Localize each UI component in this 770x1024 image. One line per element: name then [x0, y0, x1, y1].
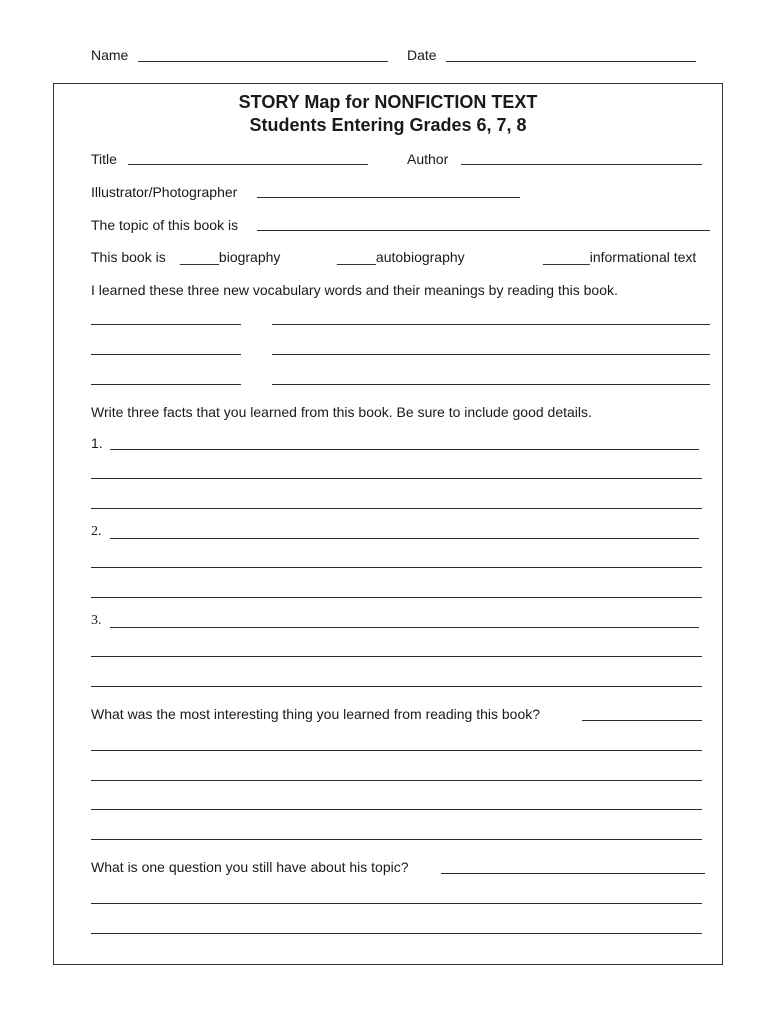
name-field[interactable] [138, 61, 388, 62]
title-field[interactable] [128, 164, 368, 165]
illustrator-field[interactable] [257, 197, 520, 198]
fact-line[interactable] [110, 538, 699, 539]
fact-number: 1. [91, 435, 103, 451]
option-biography[interactable]: _____biography [180, 249, 281, 265]
question-prompt: What is one question you still have about his topic? [91, 859, 409, 875]
illustrator-label: Illustrator/Photographer [91, 184, 238, 200]
fact-line[interactable] [91, 656, 702, 657]
vocab-meaning-field[interactable] [272, 324, 710, 325]
vocab-word-field[interactable] [91, 384, 241, 385]
topic-label: The topic of this book is [91, 217, 239, 233]
interesting-prompt: What was the most interesting thing you learned from reading this book? [91, 706, 541, 722]
interesting-line[interactable] [91, 780, 702, 781]
option-autobiography[interactable]: _____autobiography [337, 249, 465, 265]
form-title: STORY Map for NONFICTION TEXT [238, 92, 538, 112]
interesting-line[interactable] [91, 839, 702, 840]
question-line[interactable] [91, 903, 702, 904]
topic-field[interactable] [257, 230, 710, 231]
vocab-prompt: I learned these three new vocabulary words and their meanings by reading this book. [91, 282, 618, 298]
author-field[interactable] [461, 164, 702, 165]
fact-line[interactable] [110, 627, 699, 628]
option-informational-text[interactable]: ______informational text [543, 249, 697, 265]
vocab-meaning-field[interactable] [272, 384, 710, 385]
fact-line[interactable] [91, 508, 702, 509]
vocab-meaning-field[interactable] [272, 354, 710, 355]
interesting-line[interactable] [91, 750, 702, 751]
interesting-line[interactable] [582, 720, 702, 721]
vocab-word-field[interactable] [91, 324, 241, 325]
date-label: Date [407, 47, 437, 63]
date-field[interactable] [446, 61, 696, 62]
form-frame [53, 83, 723, 965]
fact-line[interactable] [91, 478, 702, 479]
facts-prompt: Write three facts that you learned from this book. Be sure to include good details. [91, 404, 592, 420]
fact-line[interactable] [91, 567, 702, 568]
fact-line[interactable] [91, 686, 702, 687]
fact-number: 3. [91, 613, 102, 628]
vocab-word-field[interactable] [91, 354, 241, 355]
question-line[interactable] [91, 933, 702, 934]
fact-line[interactable] [91, 597, 702, 598]
author-label: Author [407, 151, 449, 167]
this-book-is-label: This book is [91, 249, 166, 265]
question-line[interactable] [441, 873, 705, 874]
name-label: Name [91, 47, 129, 63]
interesting-line[interactable] [91, 809, 702, 810]
fact-number: 2. [91, 524, 102, 539]
fact-line[interactable] [110, 449, 699, 450]
title-label: Title [91, 151, 117, 167]
form-subtitle: Students Entering Grades 6, 7, 8 [249, 115, 527, 135]
